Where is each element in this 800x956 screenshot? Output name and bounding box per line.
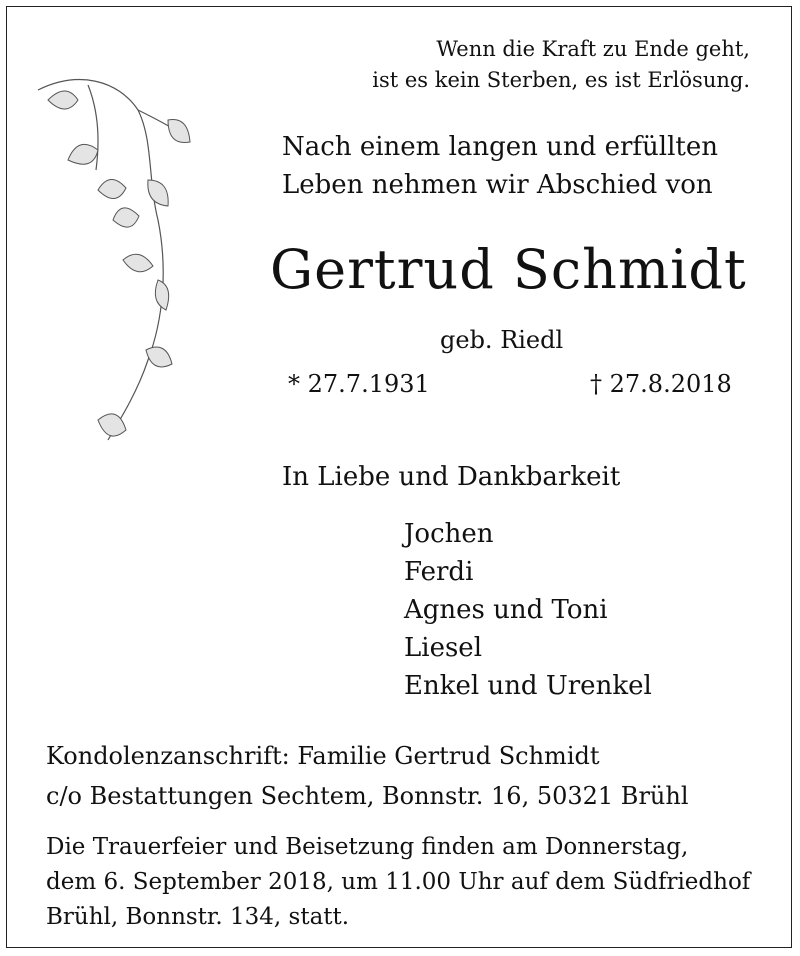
intro-text [282,128,718,204]
motto-line-2: ist es kein Sterben, es ist Erlösung. [372,68,750,92]
birth-date-value: 27.7.1931 [307,370,430,398]
motto-line-1: Wenn die Kraft zu Ende geht, [436,37,750,61]
mourner-name: Ferdi [404,557,474,587]
death-date-value: 27.8.2018 [609,370,732,398]
service-line-2: dem 6. September 2018, um 11.00 Uhr auf dem Südfriedhof [46,869,751,895]
birch-branch-icon [28,70,198,470]
cross-symbol: † [590,370,602,398]
motto [360,34,750,96]
birth-date [288,370,430,398]
condolence-address [46,736,689,816]
service-line-1: Die Trauerfeier und Beisetzung finden am Donnerstag, [46,834,689,860]
thanks-line: In Liebe und Dankbarkeit [282,462,621,492]
intro-line-1: Nach einem langen und erfüllten [282,132,718,162]
birth-name: geb. Riedl [440,326,564,354]
mourner-name: Jochen [404,519,494,549]
service-info [46,830,766,935]
mourner-name: Enkel und Urenkel [404,671,652,701]
birth-symbol: * [288,370,300,398]
service-line-3: Brühl, Bonnstr. 134, statt. [46,904,350,930]
mourners-list [404,515,652,705]
condolence-line-2: c/o Bestattungen Sechtem, Bonnstr. 16, 50321 Brühl [46,782,689,810]
death-date [590,370,732,398]
deceased-name: Gertrud Schmidt [270,238,747,301]
mourner-name: Agnes und Toni [404,595,608,625]
mourner-name: Liesel [404,633,483,663]
intro-line-2: Leben nehmen wir Abschied von [282,170,713,200]
condolence-line-1: Kondolenzanschrift: Familie Gertrud Schmidt [46,742,600,770]
